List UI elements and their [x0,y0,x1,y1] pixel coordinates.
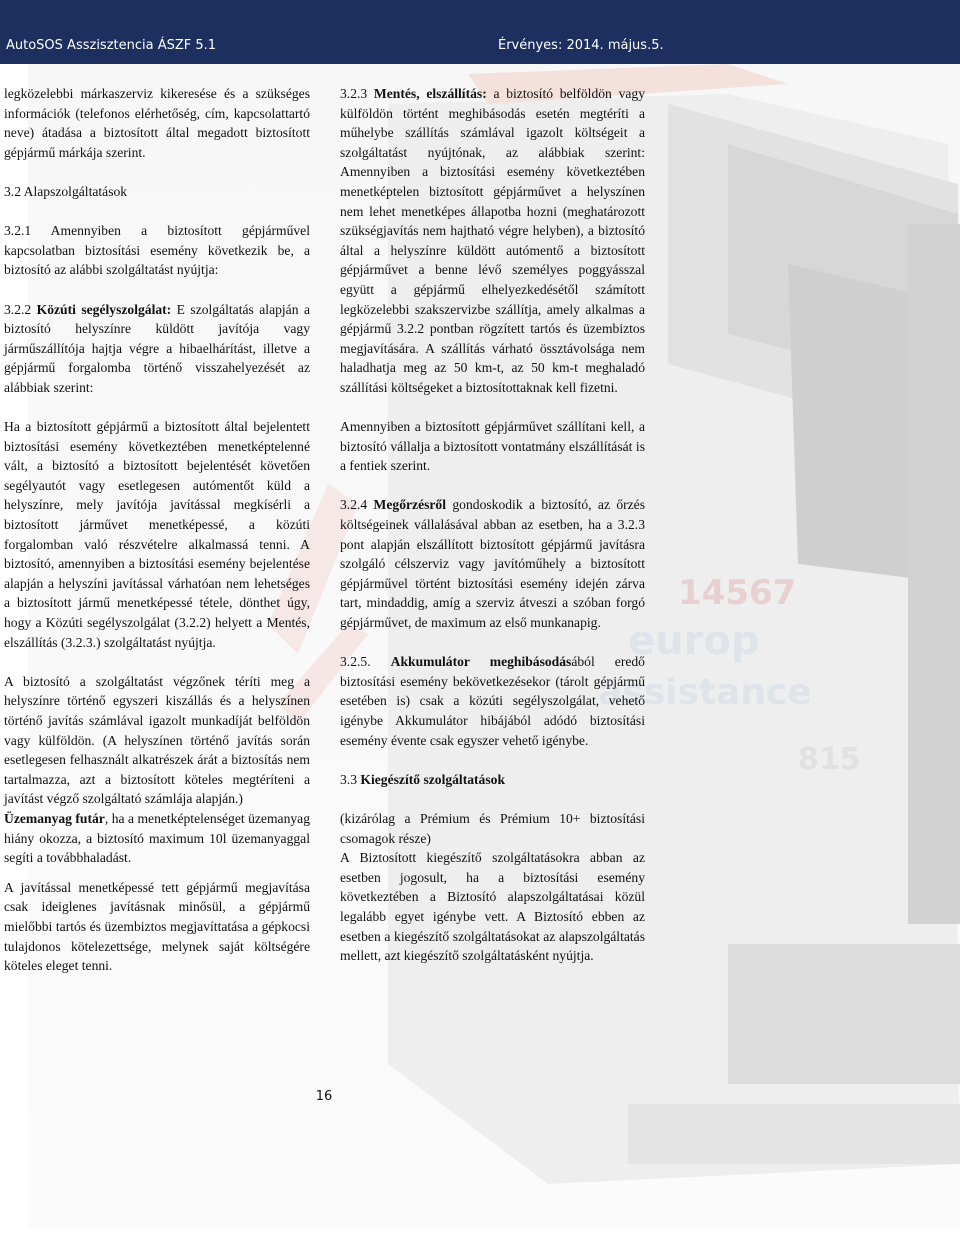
paragraph-temporary-repair: A javítással menetképessé tett gépjármű megjavítása csak ideiglenes javításnak minősül, a gépjármű mielőbbi tartós és üzembiztos megjavíttatása a gépkocsi tulajdonos kötelezettsége, melynek saját költségére köteles eleget tenni. [4,879,310,974]
watermark-brand-assistance: assistance [598,672,812,713]
paragraph-3-2-2 [4,300,310,398]
section-number: 3.2.4 [340,497,368,513]
section-title: Akkumulátor meghibásodás [390,654,572,670]
watermark-brand-europ: europ [628,618,760,664]
heading-3-3 [340,770,645,790]
paragraph-transport: Amennyiben a biztosított gépjárművet szállítani kell, a biztosító vállalja a biztosított vontatmány elszállítását is a fentiek szerint. [340,419,645,474]
section-text: gondoskodik a biztosító, az őrzés költségeinek vállalásával abban az esetben, ha a 3.2.3 pont alapján elszállított biztosított gépjármű javításra szolgáló célszerviz vagy javítóműhely a biztosított gépjárművel történt biztosítási esemény idején zárva tart, mindaddig, amíg a szerviz átveszi a szóban forgó gépjárművet, de maximum az első munkanapig. [340,497,646,631]
section-text: a biztosító belföldön vagy külföldön történt meghibásodás esetén megtéríti a műhelybe szállítás számlával igazolt költségeit a szolgáltatást nyújtónak, az alábbiak szerint: Amennyiben a biztosítási esemény következtében menetképtelen biztosított gépjárművet a helyszínen nem lehet menetképes állapotba hozni (meghatározott szükségjavítás nem hajtható végre helyben), a biztosító által a helyszínre küldött autómentő a biztosított gépjárművet a benne lévő személyes poggyásszal együtt a gépjármű elhelyezkedésétől számított legközelebbi szakszervizbe szállítja, amely alkalmas a gépjármű 3.2.2 pontban rögzített tartós és üzembiztos megjavítására. A szállítás várható össztávolsága nem haladhatja meg az 50 km-t, az 50 km-t meghaladó szállítási költségeket a biztosítottaknak kell fizetni. [340,86,645,395]
section-title: Kiegészítő szolgáltatások [360,771,506,787]
paragraph-costs: A biztosító a szolgáltatást végzőnek téríti meg a helyszínre történő egyszeri kiszállás és a helyszínen történő javítás számlával igazolt munkadíját belföldön vagy külföldön. (A helyszínen történő javítás során esetlegesen felhasznált alkatrészek árát a biztosítás nem tartalmazza, azt a biztosított köteles megtéríteni a javítást végző szolgáltató számlája alapján.) [4,673,310,807]
page-header [0,0,960,64]
section-number: 3.2.5. [340,654,371,670]
section-title: Mentés, elszállítás: [373,86,487,101]
fuel-courier-title: Üzemanyag futár [4,810,105,826]
paragraph-3-2-4 [340,495,645,632]
page-number: 16 [315,1089,333,1104]
section-text: E szolgáltatás alapján a biztosító helyszínre küldött javítója vagy járműszállítója hajtja végre a hibaelhárítást, illetve a gépjármű forgalomba történő visszahelyezését az alábbiak szerint: [4,301,310,395]
paragraph-intro: legközelebbi márkaszerviz kikeresése és a szükséges információk (telefonos elérhetőség, cím, kapcsolattartó neve) átadása a biztosított által megadott biztosított gépjármű márkája szerint. [4,86,310,160]
paragraph-3-2-5 [340,652,645,750]
right-column [340,84,645,966]
fuel-courier-text: , ha a menetképtelenséget üzemanyag hiány okozza, a biztosító maximum 10l üzemanyaggal segíti a továbbhaladást. [4,810,310,866]
watermark-phone: 14567 [678,573,797,613]
paragraph-fuel [4,809,310,868]
section-title: Megőrzésről [373,497,447,513]
paragraph-3-2-3 [340,84,645,398]
document-title: AutoSOS Asszisztencia ÁSZF 5.1 [6,38,217,53]
heading-3-2: 3.2 Alapszolgáltatások [4,183,128,199]
section-text: ából eredő biztosítási esemény bekövetkezésekor (tárolt gépjármű esetében is) csak a közúti segélyszolgálat, vehető igénybe Akkumulátor hibájából adódó biztosítási esemény évente csak egyszer vehető igénybe. [340,654,645,748]
paragraph-supplementary: A Biztosított kiegészítő szolgáltatásokra abban az esetben jogosult, ha a biztosítási esemény következtében a Biztosító alapszolgáltatásai közül legalább egyet igénybe vett. A Biztosító ebben az esetben a kiegészítő szolgáltatásokat az alapszolgáltatás mellett, azt kiegészítő szolgáltatásként nyújtja. [340,850,645,964]
watermark-fleet-number: 815 [798,742,861,777]
validity-date: Érvényes: 2014. május.5. [498,38,664,53]
section-title: Közúti segélyszolgálat: [36,301,172,317]
section-number: 3.3 [340,771,357,787]
paragraph-package-note: (kizárólag a Prémium és Prémium 10+ biztosítási csomagok része) [340,810,645,846]
paragraph-breakdown: Ha a biztosított gépjármű a biztosított által bejelentett biztosítási esemény következtében menetképtelenné vált, a biztosító a biztosított bejelentését követően segélyautót vagy esetlegesen autómentőt küld a helyszínre, mely javítója javítással megkísérli a biztosított járművet menetképessé, a közúti forgalomban való részvételre alkalmassá tenni. A biztosító, amennyiben a biztosítási esemény bejelentése alapján a helyszíni javítással várhatóan nem lehetséges a biztosított jármű menetképessé tétele, dönthet úgy, hogy a Közúti segélyszolgálat (3.2.2) helyett a Mentés, elszállítás (3.2.3.) szolgáltatást nyújtja. [4,419,310,650]
section-number: 3.2.2 [4,301,32,317]
section-number: 3.2.3 [340,86,368,101]
left-column [4,84,310,976]
paragraph-3-2-1: 3.2.1 Amennyiben a biztosított gépjárművel kapcsolatban biztosítási esemény következik be, a biztosító az alábbi szolgáltatást nyújtja: [4,223,310,278]
